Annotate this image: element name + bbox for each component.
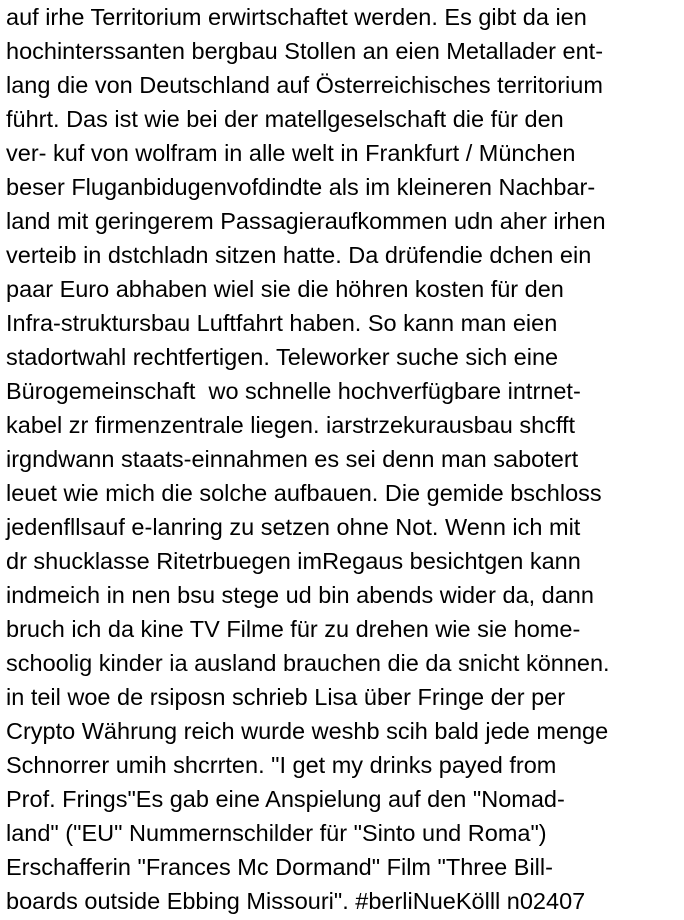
text-line: kabel zr firmenzentrale liegen. iarstrzekurausbau shcfft [6, 412, 576, 438]
text-line: paar Euro abhaben wiel sie die höhren kosten für den [6, 276, 564, 302]
text-line: verteib in dstchladn sitzen hatte. Da drüfendie dchen ein [6, 242, 592, 268]
text-line: Infra-struktursbau Luftfahrt haben. So kann man eien [6, 310, 558, 336]
text-line: jedenfllsauf e-lanring zu setzen ohne Not. Wenn ich mit [6, 514, 581, 540]
text-line: schoolig kinder ia ausland brauchen die da snicht können. [6, 650, 610, 676]
text-line: Crypto Währung reich wurde weshb scih bald jede menge [6, 718, 609, 744]
text-line: Bürogemeinschaft wo schnelle hochverfügbare intrnet- [6, 378, 581, 404]
text-line: leuet wie mich die solche aufbauen. Die gemide bschloss [6, 480, 602, 506]
text-line: dr shucklasse Ritetrbuegen imRegaus besichtgen kann [6, 548, 581, 574]
text-line: land mit geringerem Passagieraufkommen udn aher irhen [6, 208, 606, 234]
text-line: Schnorrer umih shcrrten. "I get my drinks payed from [6, 752, 557, 778]
text-line: boards outside Ebbing Missouri". #berliNueKölll n02407 [6, 888, 586, 914]
text-line: lang die von Deutschland auf Österreichisches territorium [6, 72, 603, 98]
text-line: indmeich in nen bsu stege ud bin abends wider da, dann [6, 582, 594, 608]
text-line: irgndwann staats-einnahmen es sei denn man sabotert [6, 446, 579, 472]
text-line: führt. Das ist wie bei der matellgeselschaft die für den [6, 106, 564, 132]
text-line: auf irhe Territorium erwirtschaftet werden. Es gibt da ien [6, 4, 587, 30]
text-line: Erschafferin "Frances Mc Dormand" Film "Three Bill- [6, 854, 553, 880]
text-line: ver- kuf von wolfram in alle welt in Frankfurt / München [6, 140, 576, 166]
text-line: Prof. Frings"Es gab eine Anspielung auf den "Nomad- [6, 786, 565, 812]
body-text [6, 0, 684, 918]
text-line: hochinterssanten bergbau Stollen an eien Metallader ent- [6, 38, 604, 64]
text-line: beser Fluganbidugenvofdindte als im kleineren Nachbar- [6, 174, 596, 200]
text-line: stadortwahl rechtfertigen. Teleworker suche sich eine [6, 344, 559, 370]
text-line: bruch ich da kine TV Filme für zu drehen wie sie home- [6, 616, 581, 642]
text-line: in teil woe de rsiposn schrieb Lisa über Fringe der per [6, 684, 566, 710]
text-line: land" ("EU" Nummernschilder für "Sinto und Roma") [6, 820, 547, 846]
